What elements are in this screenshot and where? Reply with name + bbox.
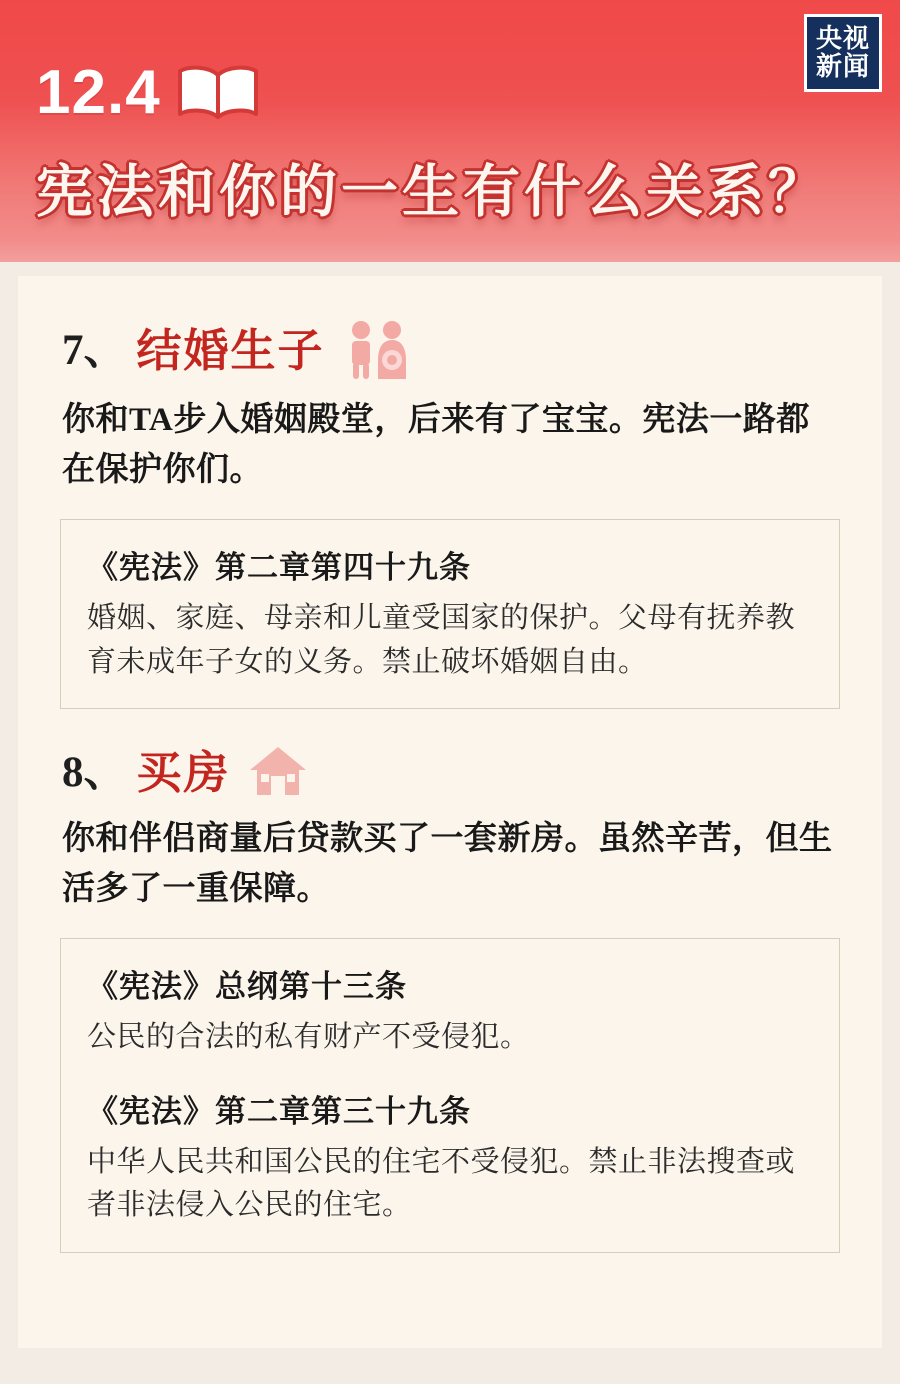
section-description: 你和伴侣商量后贷款买了一套新房。虽然辛苦，但生活多了一重保障。 (62, 821, 833, 907)
article-text: 中华人民共和国公民的住宅不受侵犯。禁止非法搜查或者非法侵入公民的住宅。 (87, 1145, 796, 1221)
section-heading (62, 743, 840, 801)
content-card (18, 276, 882, 1348)
article-quote-box (60, 938, 840, 1253)
date-label: 12.4 (36, 57, 161, 127)
article-title: 《宪法》总纲第十三条 (87, 969, 407, 1004)
section-description: 你和TA步入婚姻殿堂，后来有了宝宝。宪法一路都在保护你们。 (62, 402, 810, 488)
open-book-icon (175, 62, 261, 129)
logo-line-2: 新闻 (815, 51, 870, 81)
section-title: 买房 (136, 746, 231, 798)
date-row (36, 56, 261, 129)
article-text: 婚姻、家庭、母亲和儿童受国家的保护。父母有抚养教育未成年子女的义务。禁止破坏婚姻自由。 (87, 602, 796, 678)
article-title: 《宪法》第二章第四十九条 (87, 550, 471, 585)
section-number: 7、 (62, 326, 127, 374)
article-title: 《宪法》第二章第三十九条 (87, 1093, 471, 1129)
section-marriage (60, 318, 840, 709)
article-block (87, 542, 813, 684)
article-quote-box (60, 519, 840, 709)
footer-strip (0, 1348, 900, 1384)
article-block (87, 1086, 813, 1228)
article-block (87, 961, 813, 1060)
cctv-news-logo (804, 14, 882, 92)
section-title: 结婚生子 (136, 324, 325, 376)
family-couple-icon (341, 318, 415, 380)
article-text: 公民的合法的私有财产不受侵犯。 (87, 1021, 530, 1053)
page-title: 宪法和你的一生有什么关系？ (36, 160, 829, 224)
section-heading (62, 318, 840, 382)
logo-line-1: 央视 (815, 23, 870, 54)
section-number: 8、 (62, 748, 127, 796)
section-buy-house (60, 743, 840, 1253)
house-icon (247, 743, 309, 799)
poster-header (0, 0, 900, 262)
